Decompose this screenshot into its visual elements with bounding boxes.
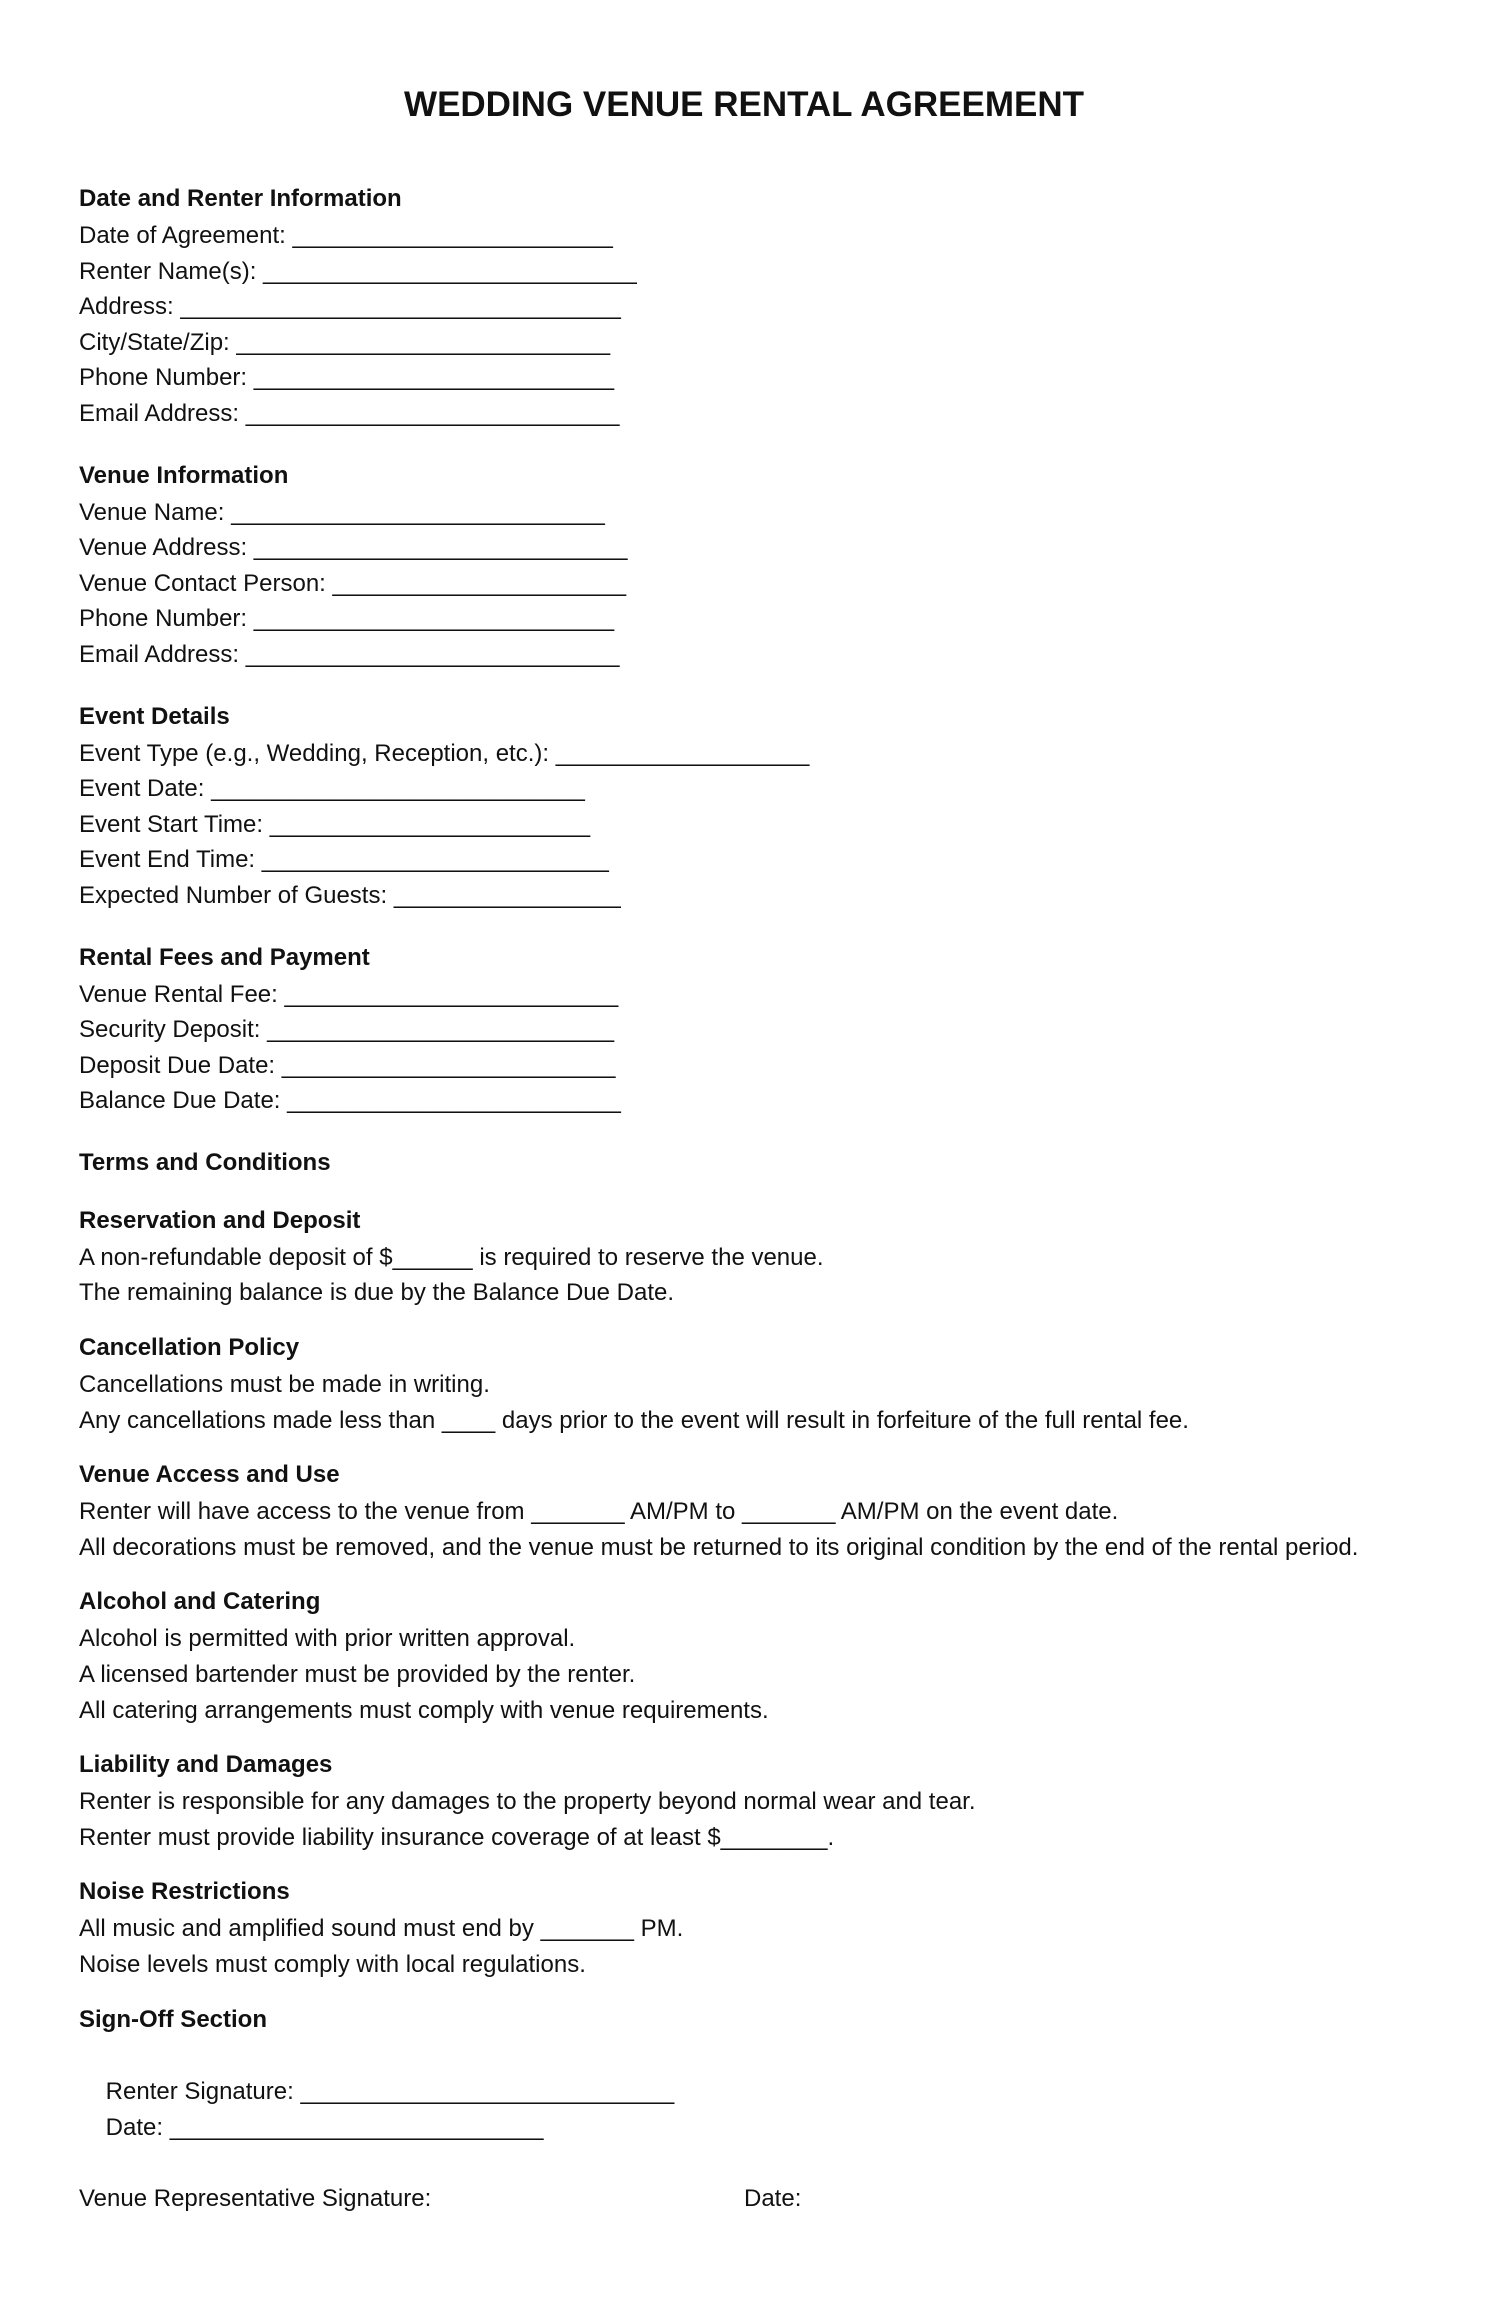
document-line: Event Date: ____________________________	[79, 775, 585, 803]
renter-date-field[interactable]: Date: ____________________________	[105, 2113, 544, 2141]
document-line: Noise levels must comply with local regulations.	[79, 1951, 586, 1978]
alcohol-text	[79, 1621, 1459, 1728]
venue-date-field[interactable]: Date:	[744, 2184, 802, 2212]
noise-text	[79, 1911, 1459, 1982]
document-line: Renter will have access to the venue from _______ AM/PM to _______ AM/PM on the event date.	[79, 1498, 1119, 1526]
document-line: Email Address: ____________________________	[79, 640, 620, 668]
document-line: Balance Due Date: _________________________	[79, 1087, 621, 1115]
document-line: Venue Contact Person: ______________________	[79, 569, 627, 597]
liability-text	[79, 1784, 1459, 1855]
document-line: Date of Agreement: ________________________	[79, 222, 613, 249]
subheading-access: Venue Access and Use	[79, 1461, 340, 1489]
fees-fields	[79, 977, 1459, 1119]
document-line: Email Address: ____________________________	[79, 399, 620, 427]
venue-fields	[79, 495, 1459, 673]
reservation-text	[79, 1240, 1459, 1311]
document-line: Event Start Time: ________________________	[79, 810, 591, 838]
cancellation-text	[79, 1367, 1459, 1438]
document-line: Alcohol is permitted with prior written approval.	[79, 1625, 576, 1653]
document-line: Event End Time: __________________________	[79, 846, 609, 874]
subheading-reservation: Reservation and Deposit	[79, 1206, 361, 1234]
section-heading-venue: Venue Information	[79, 461, 289, 489]
document-title: WEDDING VENUE RENTAL AGREEMENT	[404, 85, 1084, 124]
section-heading-renter: Date and Renter Information	[79, 185, 402, 212]
document-line: Renter must provide liability insurance coverage of at least $________.	[79, 1823, 835, 1851]
document-line: Event Type (e.g., Wedding, Reception, etc.): ___________________	[79, 739, 810, 767]
document-line: Expected Number of Guests: _________________	[79, 881, 621, 909]
document-line: Cancellations must be made in writing.	[79, 1371, 490, 1399]
document-line: Renter is responsible for any damages to the property beyond normal wear and tear.	[79, 1788, 976, 1816]
document-line: Venue Address: ____________________________	[79, 534, 628, 562]
access-text	[79, 1494, 1459, 1565]
subheading-liability: Liability and Damages	[79, 1751, 333, 1779]
signoff-venue-row	[79, 2181, 1459, 2217]
renter-fields	[79, 218, 1459, 432]
document-line: Deposit Due Date: _________________________	[79, 1051, 616, 1079]
subheading-noise: Noise Restrictions	[79, 1878, 290, 1906]
document-line: A licensed bartender must be provided by the renter.	[79, 1661, 636, 1689]
document-line: Venue Name: ____________________________	[79, 498, 605, 526]
document-line: Address: _________________________________	[79, 293, 621, 321]
signoff-renter-row	[79, 2039, 1459, 2181]
subheading-cancellation: Cancellation Policy	[79, 1334, 300, 1362]
section-heading-event: Event Details	[79, 702, 230, 730]
document-line: The remaining balance is due by the Balance Due Date.	[79, 1279, 675, 1307]
document-line: A non-refundable deposit of $______ is required to reserve the venue.	[79, 1243, 824, 1271]
document-line: Phone Number: ___________________________	[79, 605, 615, 633]
document-line: Any cancellations made less than ____ days prior to the event will result in forfeiture of the full rental fee.	[79, 1406, 1189, 1434]
document-line: Security Deposit: __________________________	[79, 1016, 615, 1044]
agreement-body	[79, 179, 1459, 2217]
document-line: Phone Number: ___________________________	[79, 364, 615, 392]
document-line: All decorations must be removed, and the venue must be returned to its original condition by the end of the rental period.	[79, 1533, 1359, 1561]
document-line: Venue Rental Fee: _________________________	[79, 980, 619, 1008]
section-heading-terms: Terms and Conditions	[79, 1148, 331, 1176]
document-line: All music and amplified sound must end by _______ PM.	[79, 1915, 684, 1943]
document-line: Renter Name(s): ____________________________	[79, 257, 637, 285]
event-fields	[79, 736, 1459, 914]
section-heading-signoff: Sign-Off Section	[79, 2005, 267, 2033]
venue-signature-field[interactable]: Venue Representative Signature:	[79, 2184, 432, 2212]
document-line: All catering arrangements must comply with venue requirements.	[79, 1696, 769, 1724]
section-heading-fees: Rental Fees and Payment	[79, 943, 370, 971]
document-line: City/State/Zip: ____________________________	[79, 328, 611, 356]
subheading-alcohol: Alcohol and Catering	[79, 1588, 321, 1616]
renter-signature-field[interactable]: Renter Signature: ____________________________	[105, 2078, 675, 2106]
